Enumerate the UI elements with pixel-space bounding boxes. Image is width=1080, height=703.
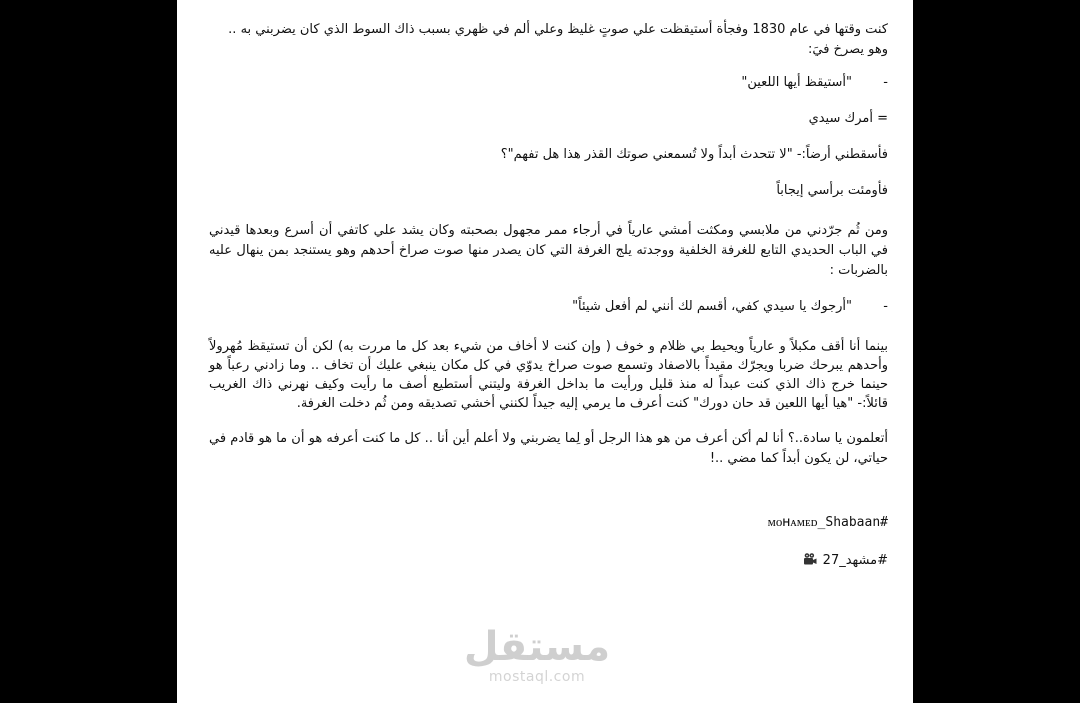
paragraph-corridor: ومن ثُم جرّدني من ملابسي ومكثت أمشي عارياً في أرجاء ممر مجهول بصحبته وكان يشد علي كاتفي أن أسرع وبعدها قيدني في الباب الحديدي التابع للغرفة الخلفية ووجدته يلج الغرفة التي كان يصدر منها صوت صراخ أحدهم وهو يستنجد بمن ينهال عليه بالضربات : bbox=[209, 223, 888, 278]
hashtag-scene-line bbox=[209, 551, 888, 571]
dialog-text: "أستيقظ أيها اللعين" bbox=[741, 75, 852, 90]
film-camera-icon bbox=[803, 552, 817, 566]
mostaql-watermark bbox=[447, 625, 627, 685]
paragraph-fear: بينما أنا أقف مكبلاً و عارياً ويحيط بي ظلام و خوف ( وإن كنت لا أخاف من شيء بعد كل ما مررت به) لكن أن تستيقظ مُهرولاً وأحدهم يبرحك ضربا ويجرّك مقيداً بالاصفاد وتسمع صوت صراخ يدوّي في كل مكان ينبغي عليك أن تخاف .. وما زادني رعباً هو حينما خرج ذاك الذي كنت عبداً له منذ قليل ورأيت ما بداخل الغرفة وليتني أستطيع أصف ما رأيت وكيف نهرني ذاك الغريب قائلاً:- "هيا أيها اللعين قد حان دورك" كنت أعرف ما يرمي إليه جيداً لكنني أخشي تصديقه ومن ثُم دخلت الغرفة. bbox=[209, 339, 888, 411]
paragraph-thrown-down: فأسقطني أرضاً:- "لا تتحدث أبداً ولا تُسمعني صوتك القذر هذا هل تفهم"؟ bbox=[500, 147, 888, 162]
paragraph-nod: فأومئت برأسي إيجاباً bbox=[776, 183, 888, 198]
hashtag-scene: #مشهد_27 bbox=[822, 553, 888, 568]
dialog-line-plea bbox=[209, 297, 888, 317]
watermark-logo: مستقل bbox=[463, 624, 611, 670]
bullet-dash: - bbox=[883, 75, 888, 90]
hashtag-author: #ᴍᴏʜᴀᴍᴇᴅ_Shabaan bbox=[767, 515, 888, 530]
paragraph-closing: أتعلمون يا سادة..؟ أنا لم أكن أعرف من هو هذا الرجل أو لِما يضربني ولا أعلم أين أنا .. كل ما كنت أعرفه هو أن ما هو قادم في حياتي، لن يكون أبداً كما مضي ..! bbox=[209, 431, 888, 466]
dialog-line-wake bbox=[209, 73, 888, 93]
watermark-site: mostaql.com bbox=[488, 669, 586, 685]
document-page bbox=[177, 0, 913, 703]
dialog-text: "أرجوك يا سيدي كفي، أقسم لك أنني لم أفعل شيئاً" bbox=[572, 299, 852, 314]
dialog-line-reply: = أمرك سيدي bbox=[808, 111, 888, 126]
document-body bbox=[209, 20, 888, 571]
paragraph-opening: كنت وقتها في عام 1830 وفجأة أستيقظت علي صوتٍ غليظ وعلي ألم في ظهري بسبب ذاك السوط الذي كان يضربني به .. وهو يصرخ فيَ: bbox=[228, 22, 888, 57]
bullet-dash: - bbox=[883, 299, 888, 314]
